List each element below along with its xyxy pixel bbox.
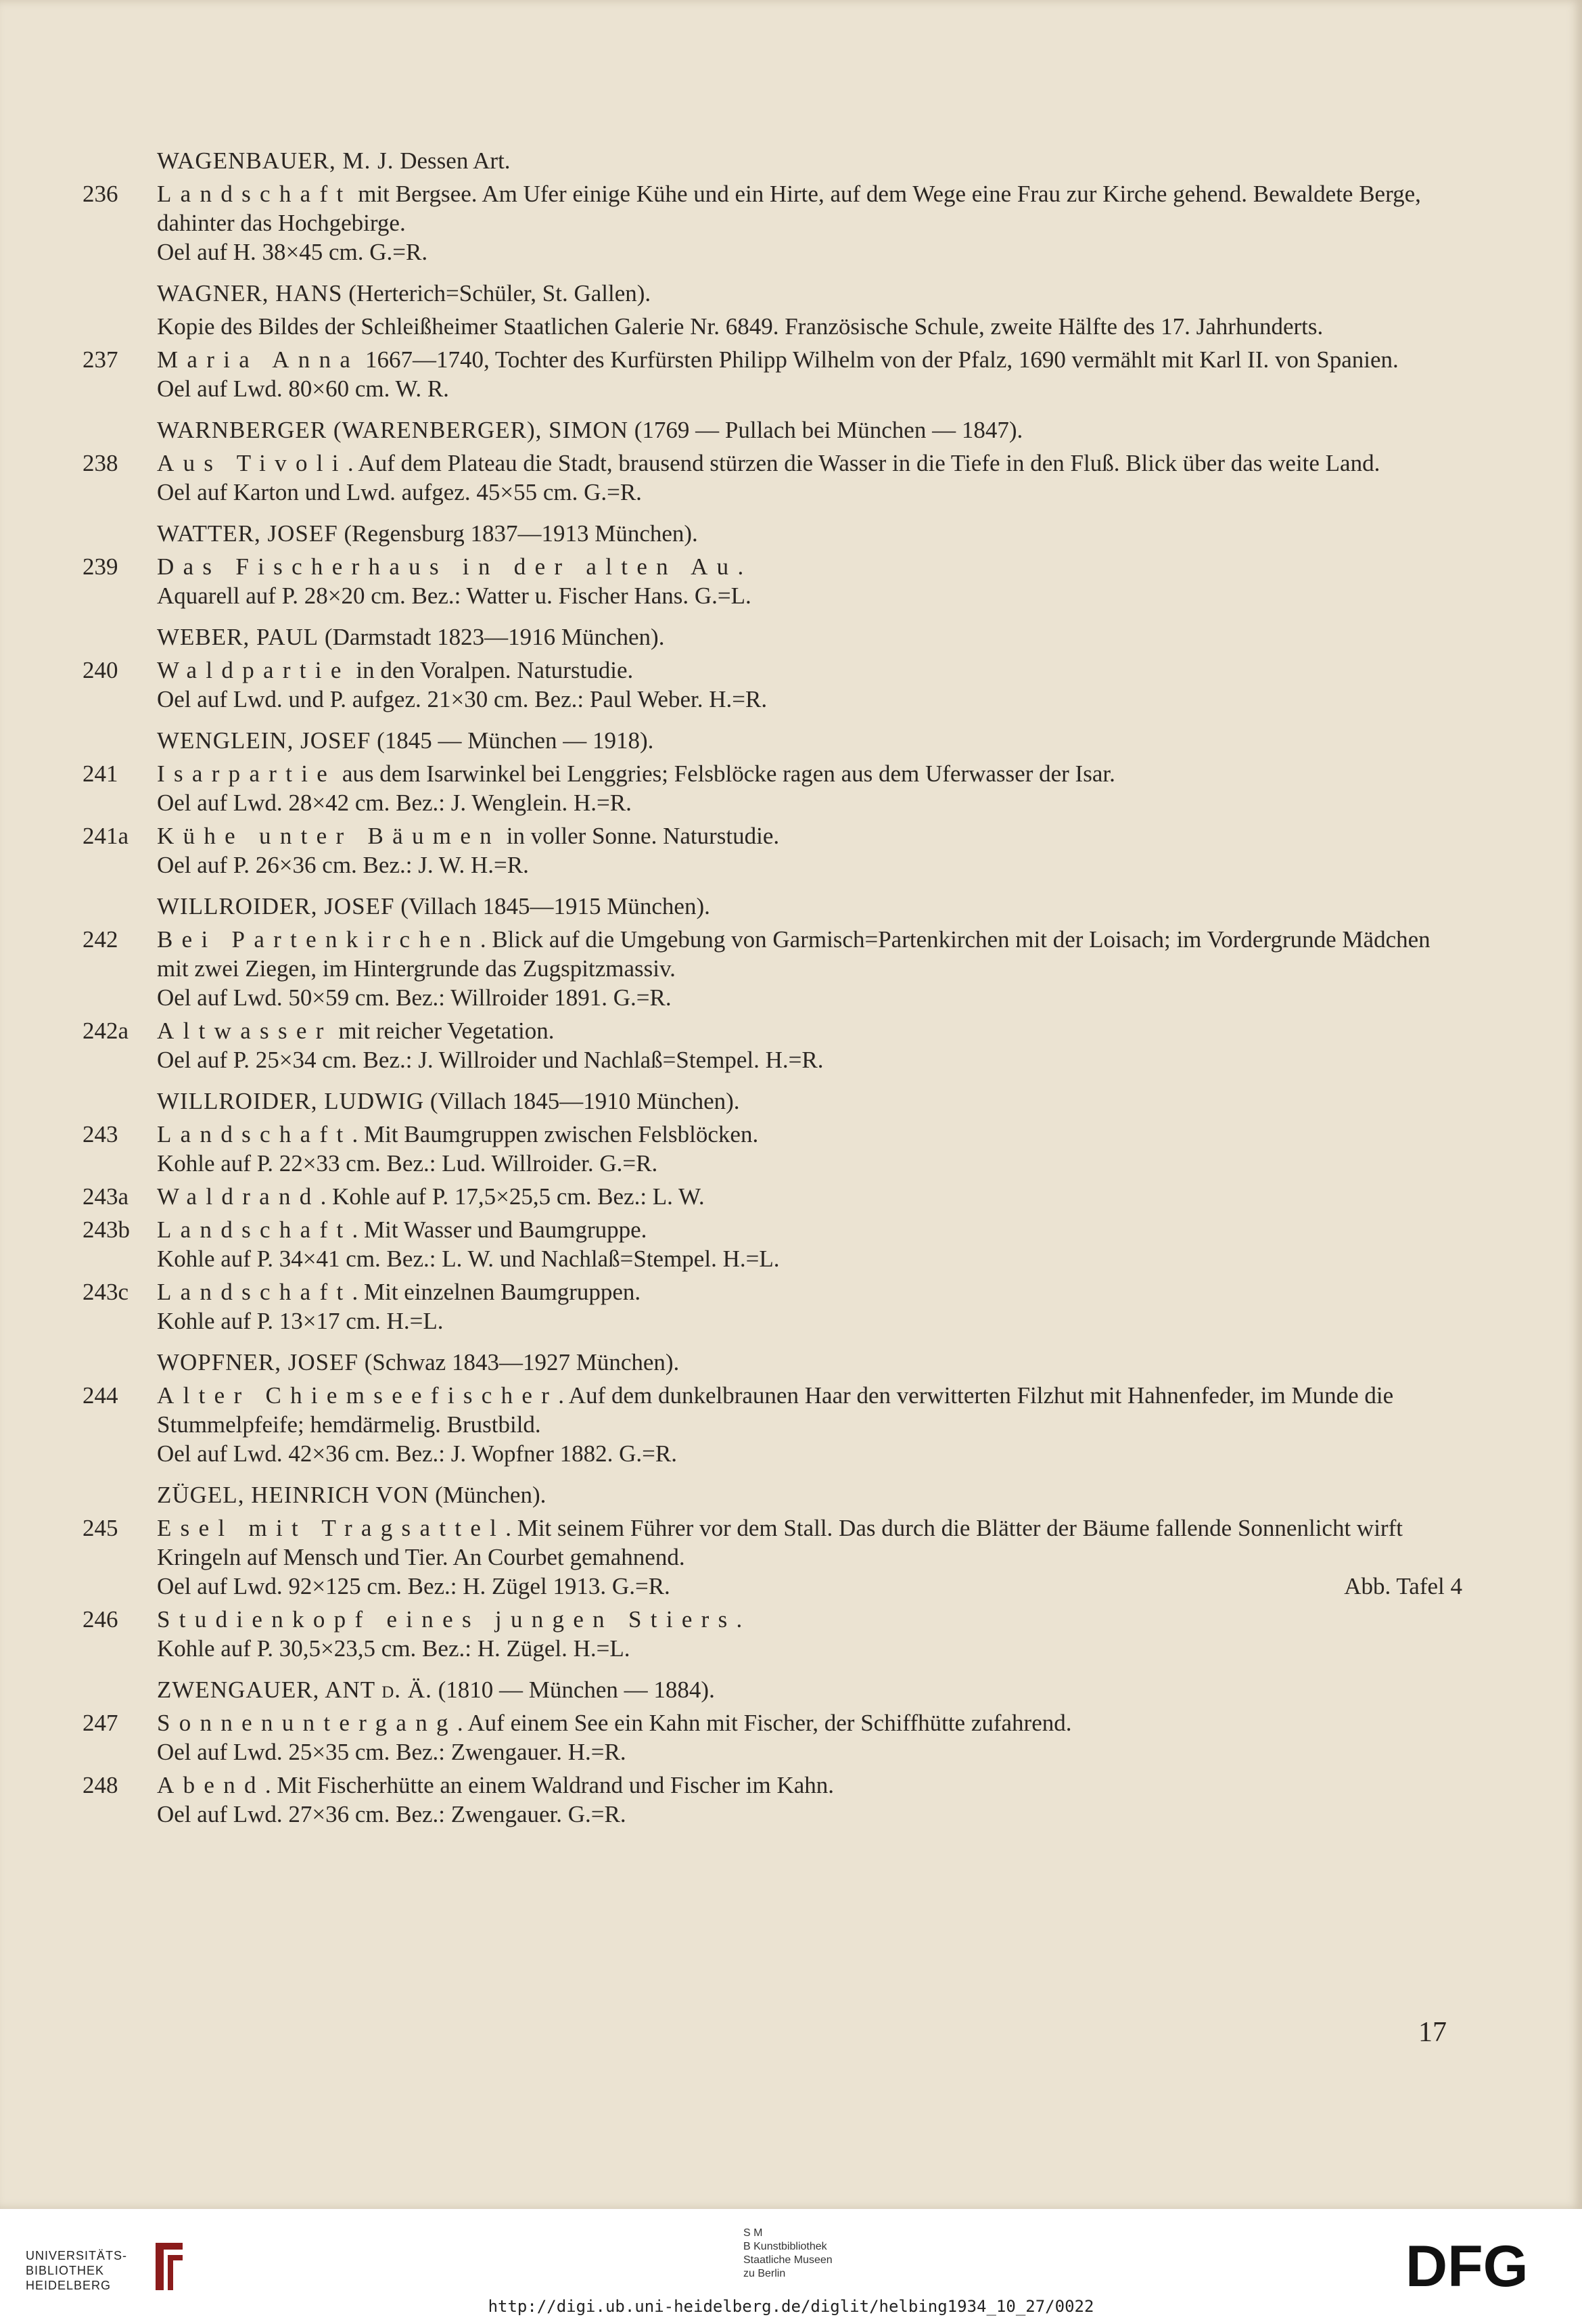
entry-title: Bei Partenkirchen [157, 926, 480, 953]
artist-info: (Regensburg 1837—1913 München). [338, 520, 698, 547]
entry-description [157, 759, 1462, 788]
catalog-entry [83, 656, 1462, 714]
entry-text: . Mit seinem Führer vor dem Stall. Das durch die Blätter der Bäume fallende Sonnenlicht wirft Kringeln auf Mensch und Tier. An Courbet gemahnend. [157, 1515, 1403, 1570]
artist-heading [157, 146, 1462, 175]
entry-title: Esel mit Tragsattel [157, 1515, 506, 1541]
artist-heading [157, 892, 1462, 921]
artist-info: (Herterich=Schüler, St. Gallen). [342, 280, 651, 306]
entry-text: aus dem Isarwinkel bei Lenggries; Felsblöcke ragen aus dem Uferwasser der Isar. [336, 760, 1115, 787]
catalog-entry [83, 345, 1462, 403]
entry-description [157, 179, 1462, 237]
entry-text: . Auf dem Plateau die Stadt, brausend stürzen die Wasser in die Tiefe in den Fluß. Blick über das weite Land. [347, 450, 1380, 476]
entry-detail: Kohle auf P. 22×33 cm. Bez.: Lud. Willroider. G.=R. [157, 1150, 658, 1177]
entry-title: Landschaft [157, 1216, 352, 1243]
entry-number: 241a [83, 823, 129, 849]
catalog-entry [83, 1215, 1462, 1273]
artist-heading [157, 622, 1462, 652]
entry-text: . Auf einem See ein Kahn mit Fischer, der Schiffhütte zufahrend. [457, 1710, 1072, 1736]
entry-detail-row [157, 581, 1462, 610]
entry-number: 243c [83, 1279, 129, 1305]
entry-title: Landschaft [157, 181, 352, 207]
artist-name: WATTER, JOSEF [157, 520, 338, 547]
artist-info: (Villach 1845—1910 München). [424, 1088, 740, 1114]
entry-detail-row [157, 1572, 1462, 1601]
entry-detail: Oel auf Lwd. und P. aufgez. 21×30 cm. Bez.: Paul Weber. H.=R. [157, 686, 768, 712]
entry-description [157, 1771, 1462, 1800]
entry-detail-row [157, 685, 1462, 714]
artist-name: WENGLEIN, JOSEF [157, 727, 371, 754]
plate-reference: Abb. Tafel 4 [1344, 1573, 1462, 1599]
entry-number: 238 [83, 450, 118, 476]
entry-title: Landschaft [157, 1121, 352, 1147]
artist-heading [157, 519, 1462, 548]
artist-name: WEBER, PAUL [157, 624, 319, 650]
entry-number: 244 [83, 1382, 118, 1409]
library-logo-icon [149, 2236, 189, 2297]
entry-detail-row [157, 850, 1462, 880]
catalog-entry [83, 1182, 1462, 1211]
entry-detail: Oel auf Lwd. 27×36 cm. Bez.: Zwengauer. G.=R. [157, 1801, 626, 1827]
entry-description [157, 1016, 1462, 1045]
entry-detail: Oel auf Lwd. 42×36 cm. Bez.: J. Wopfner 1882. G.=R. [157, 1440, 677, 1467]
entry-description [157, 656, 1462, 685]
entry-number: 242a [83, 1018, 129, 1044]
smb-line: B Kunstbibliothek [743, 2241, 827, 2252]
artist-name: ZWENGAUER, ANT d. Ä. [157, 1677, 432, 1703]
entry-title: Alter Chiemseefischer [157, 1382, 559, 1409]
entry-number: 243 [83, 1121, 118, 1147]
entry-text: . Blick auf die Umgebung von Garmisch=Partenkirchen mit der Loisach; im Vordergrunde Mädchen mit zwei Ziegen, im Hintergrunde das Zugspitzmassiv. [157, 926, 1430, 982]
artist-info: (Schwaz 1843—1927 München). [358, 1349, 680, 1375]
entry-detail: Aquarell auf P. 28×20 cm. Bez.: Watter u. Fischer Hans. G.=L. [157, 583, 751, 609]
artist-name: WILLROIDER, LUDWIG [157, 1088, 425, 1114]
entry-text: in den Voralpen. Naturstudie. [350, 657, 634, 683]
catalog-entry [83, 449, 1462, 507]
artist-info: (Darmstadt 1823—1916 München). [319, 624, 665, 650]
entry-detail: Oel auf Karton und Lwd. aufgez. 45×55 cm. G.=R. [157, 479, 642, 505]
catalog-entry [83, 1771, 1462, 1829]
entry-detail-row [157, 1045, 1462, 1074]
artist-name: WAGNER, HANS [157, 280, 343, 306]
entry-number: 243b [83, 1216, 130, 1243]
artist-name: WAGENBAUER, M. J. [157, 147, 394, 174]
entry-detail: Kohle auf P. 13×17 cm. H.=L. [157, 1308, 444, 1334]
artist-info: (Villach 1845—1915 München). [394, 893, 710, 919]
entry-number: 247 [83, 1710, 118, 1736]
entry-detail: Oel auf P. 26×36 cm. Bez.: J. W. H.=R. [157, 852, 529, 878]
entry-detail: Oel auf H. 38×45 cm. G.=R. [157, 239, 428, 265]
catalog-entry [83, 925, 1462, 1012]
entry-number: 237 [83, 346, 118, 373]
catalog-entry [83, 1120, 1462, 1178]
artist-info: (1845 — München — 1918). [371, 727, 654, 754]
entry-text: . Mit Wasser und Baumgruppe. [352, 1216, 647, 1243]
catalog-entry [83, 1016, 1462, 1074]
entry-description [157, 1605, 1462, 1634]
entry-detail-row [157, 374, 1462, 403]
entry-description [157, 345, 1462, 374]
catalog-entry [83, 1277, 1462, 1336]
catalog-entry [83, 552, 1462, 610]
entry-text: . Mit einzelnen Baumgruppen. [352, 1279, 641, 1305]
artist-info: Dessen Art. [394, 147, 511, 174]
artist-name: WOPFNER, JOSEF [157, 1349, 358, 1375]
entry-number: 248 [83, 1772, 118, 1798]
catalog-entry [83, 1381, 1462, 1468]
entry-description [157, 1708, 1462, 1737]
smb-line: zu Berlin [743, 2268, 786, 2279]
footer [0, 2209, 1582, 2324]
entry-number: 239 [83, 553, 118, 580]
entry-detail-row [157, 1439, 1462, 1468]
dfg-logo-icon [1405, 2239, 1561, 2293]
library-line: UNIVERSITÄTS- [26, 2249, 128, 2262]
entry-detail-row [157, 1737, 1462, 1767]
smb-logo-text [743, 2227, 833, 2281]
source-url[interactable]: http://digi.ub.uni-heidelberg.de/diglit/helbing1934_10_27/0022 [488, 2297, 1094, 2316]
entry-number: 243a [83, 1183, 129, 1210]
entry-detail-row [157, 237, 1462, 267]
catalog-entry [83, 179, 1462, 267]
entry-description [157, 1182, 1462, 1211]
entry-text: . Kohle auf P. 17,5×25,5 cm. Bez.: L. W. [320, 1183, 705, 1210]
artist-heading [157, 1087, 1462, 1116]
entry-description [157, 1120, 1462, 1149]
entry-description [157, 925, 1462, 983]
library-name [26, 2248, 127, 2293]
artist-heading [157, 1675, 1462, 1704]
entry-detail-row [157, 1244, 1462, 1273]
catalog-entry [83, 821, 1462, 880]
dfg-logo-text: DFG [1405, 2239, 1529, 2293]
entry-detail: Kohle auf P. 30,5×23,5 cm. Bez.: H. Zügel. H.=L. [157, 1635, 630, 1662]
entry-detail-row [157, 788, 1462, 817]
entry-detail: Oel auf Lwd. 92×125 cm. Bez.: H. Zügel 1913. G.=R. [157, 1573, 670, 1599]
entry-detail: Oel auf Lwd. 80×60 cm. W. R. [157, 375, 449, 402]
entry-description [157, 449, 1462, 478]
entry-text: mit Bergsee. Am Ufer einige Kühe und ein Hirte, auf dem Wege eine Frau zur Kirche gehend. Bewaldete Berge, dahinter das Hochgebirge. [157, 181, 1421, 236]
smb-line: S M [743, 2227, 763, 2239]
entry-description [157, 1513, 1462, 1572]
entry-detail: Oel auf P. 25×34 cm. Bez.: J. Willroider und Nachlaß=Stempel. H.=R. [157, 1047, 824, 1073]
entry-detail-row [157, 1306, 1462, 1336]
artist-heading [157, 415, 1462, 445]
entry-title: Kühe unter Bäumen [157, 823, 501, 849]
entry-detail-row [157, 1800, 1462, 1829]
entry-text: mit reicher Vegetation. [332, 1018, 555, 1044]
entry-detail-row [157, 1634, 1462, 1663]
entry-description [157, 552, 1462, 581]
entry-title: Isarpartie [157, 760, 337, 787]
artist-heading [157, 279, 1462, 308]
catalog-entry [83, 1708, 1462, 1767]
entry-detail: Oel auf Lwd. 25×35 cm. Bez.: Zwengauer. H.=R. [157, 1739, 626, 1765]
entry-description [157, 1277, 1462, 1306]
entry-title: Das Fischerhaus in der alten Au. [157, 553, 753, 580]
entry-title: Studienkopf eines jungen Stiers. [157, 1606, 751, 1633]
entry-title: Altwasser [157, 1018, 333, 1044]
library-line: BIBLIOTHEK [26, 2264, 105, 2277]
artist-heading [157, 1348, 1462, 1377]
entry-description [157, 821, 1462, 850]
entry-title: Aus Tivoli [157, 450, 348, 476]
entry-text: . Mit Fischerhütte an einem Waldrand und Fischer im Kahn. [264, 1772, 835, 1798]
artist-heading [157, 1480, 1462, 1509]
artist-name: ZÜGEL, HEINRICH VON [157, 1482, 429, 1508]
entry-detail-row [157, 983, 1462, 1012]
smb-line: Staatliche Museen [743, 2254, 833, 2266]
entry-title: Waldpartie [157, 657, 350, 683]
entry-number: 240 [83, 657, 118, 683]
artist-name: WILLROIDER, JOSEF [157, 893, 395, 919]
artist-info: (1769 — Pullach bei München — 1847). [628, 417, 1023, 443]
artist-name: WARNBERGER (WARENBERGER), SIMON [157, 417, 628, 443]
entry-number: 242 [83, 926, 118, 953]
page-number: 17 [1418, 2017, 1447, 2048]
entry-title: Waldrand [157, 1183, 321, 1210]
catalog-content [83, 146, 1462, 1833]
entry-description [157, 1381, 1462, 1439]
artist-heading [157, 726, 1462, 755]
entry-text: . Mit Baumgruppen zwischen Felsblöcken. [352, 1121, 759, 1147]
artist-info: (München). [429, 1482, 546, 1508]
entry-detail-row [157, 478, 1462, 507]
entry-text: in voller Sonne. Naturstudie. [500, 823, 780, 849]
artist-info: (1810 — München — 1884). [432, 1677, 715, 1703]
entry-detail: Kohle auf P. 34×41 cm. Bez.: L. W. und Nachlaß=Stempel. H.=L. [157, 1246, 780, 1272]
entry-description [157, 1215, 1462, 1244]
entry-title: Sonnenuntergang [157, 1710, 457, 1736]
entry-title: Maria Anna [157, 346, 360, 373]
catalog-entry [83, 1605, 1462, 1663]
entry-detail-row [157, 1149, 1462, 1178]
entry-detail: Oel auf Lwd. 28×42 cm. Bez.: J. Wenglein. H.=R. [157, 790, 632, 816]
library-line: HEIDELBERG [26, 2279, 112, 2292]
entry-text: . Auf dem dunkelbraunen Haar den verwitterten Filzhut mit Hahnenfeder, im Munde die Stummelpfeife; hemdärmelig. Brustbild. [157, 1382, 1394, 1438]
entry-number: 245 [83, 1515, 118, 1541]
entry-number: 236 [83, 181, 118, 207]
entry-title: Landschaft [157, 1279, 352, 1305]
entry-title: Abend [157, 1772, 265, 1798]
catalog-entry [83, 1513, 1462, 1601]
entry-number: 241 [83, 760, 118, 787]
note-text: Kopie des Bildes der Schleißheimer Staatlichen Galerie Nr. 6849. Französische Schule, zweite Hälfte des 17. Jahrhunderts. [157, 313, 1324, 340]
entry-number: 246 [83, 1606, 118, 1633]
entry-detail: Oel auf Lwd. 50×59 cm. Bez.: Willroider 1891. G.=R. [157, 984, 672, 1011]
catalog-entry [83, 759, 1462, 817]
entry-text: 1667—1740, Tochter des Kurfürsten Philipp Wilhelm von der Pfalz, 1690 vermählt mit Karl II. von Spanien. [359, 346, 1399, 373]
